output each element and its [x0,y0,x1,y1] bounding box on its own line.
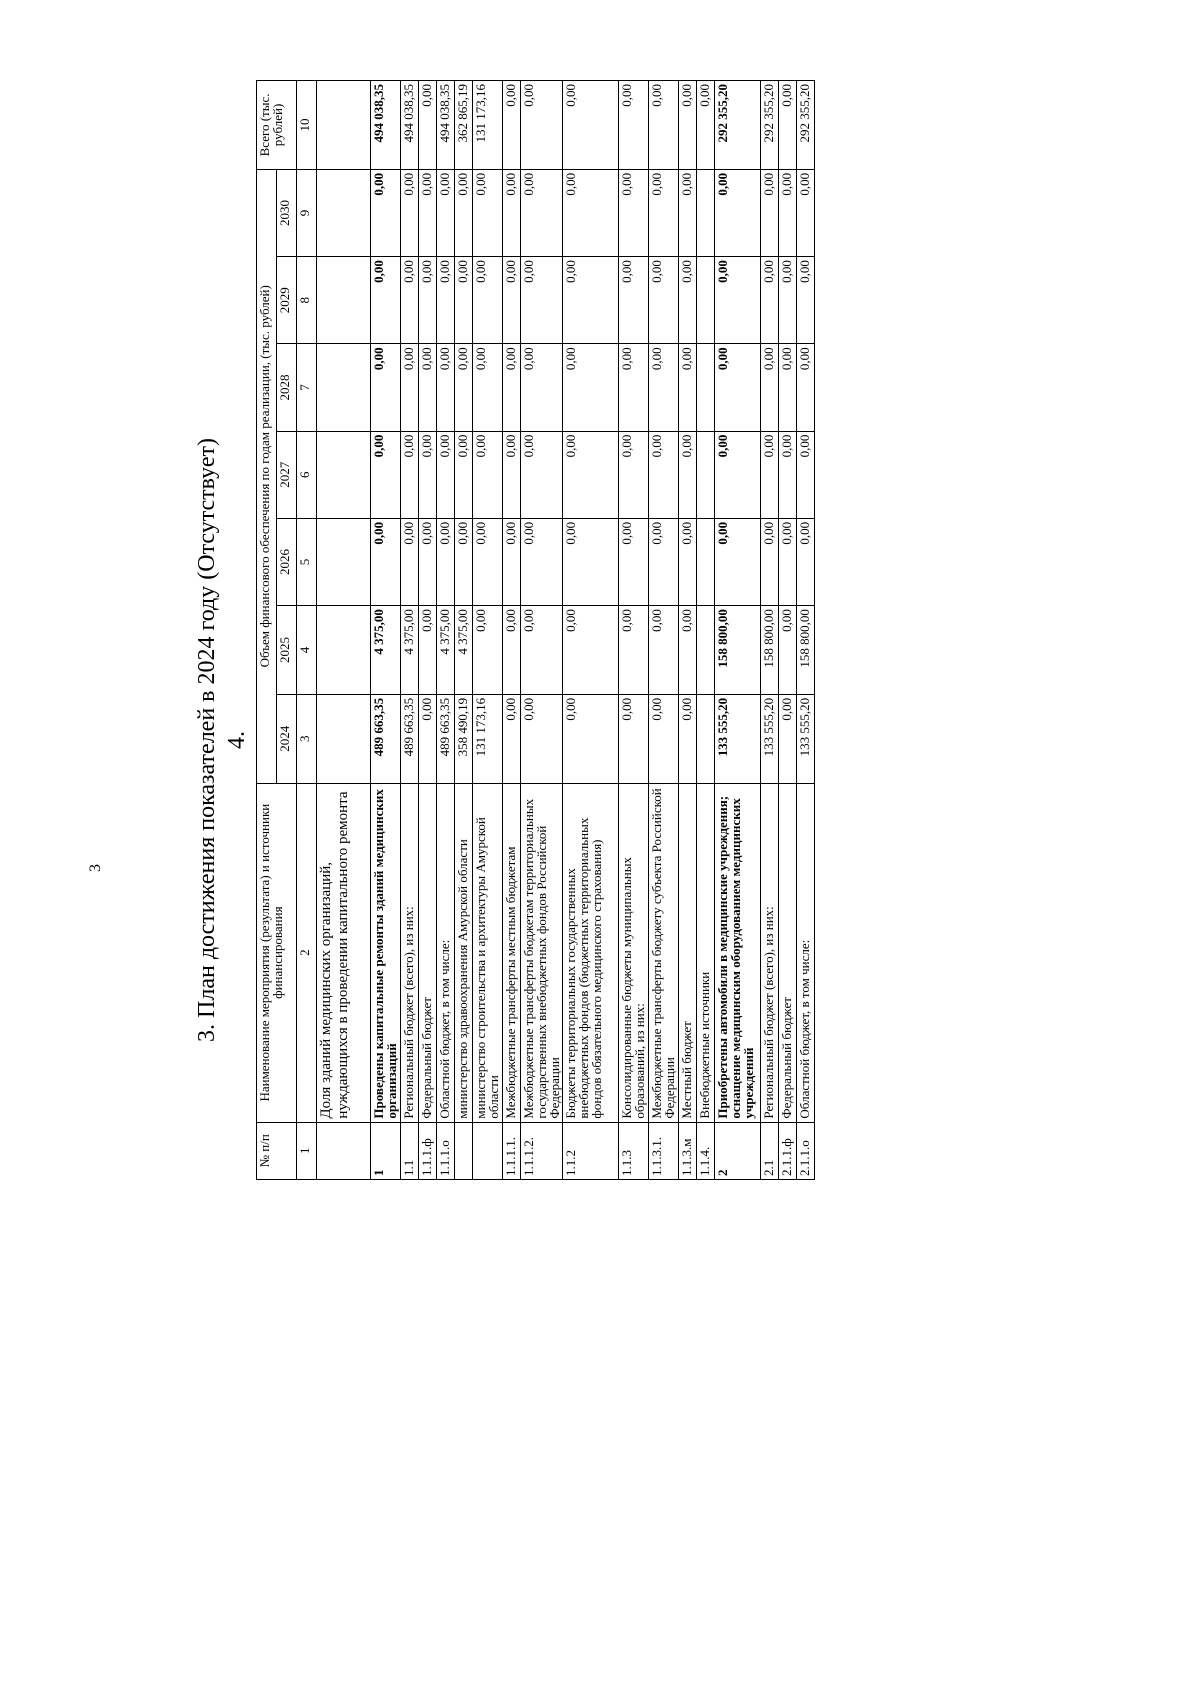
year-value: 0,00 [455,169,473,256]
row-number: 1.1 [401,1122,419,1179]
year-value: 0,00 [679,606,697,695]
column-index: 4 [297,606,317,695]
header-year: 2027 [277,431,297,518]
header-num: № п/п [257,1122,297,1179]
year-value: 0,00 [503,606,521,695]
total-value: 362 865,19 [455,81,473,170]
year-value: 0,00 [761,344,779,431]
table-row [317,81,371,1180]
year-value: 0,00 [779,169,797,256]
total-value: 0,00 [521,81,563,170]
total-value: 0,00 [697,81,715,170]
year-value: 0,00 [521,257,563,344]
year-value: 489 663,35 [371,694,401,783]
table-row [649,81,679,1180]
year-value: 158 800,00 [715,606,761,695]
year-value: 133 555,20 [761,694,779,783]
row-number: 1.1.3 [619,1122,649,1179]
year-value: 0,00 [679,694,697,783]
year-value [697,694,715,783]
total-value: 494 038,35 [371,81,401,170]
year-value: 0,00 [455,431,473,518]
row-name: Межбюджетные трансферты бюджету субъекта Российской Федерации [649,783,679,1122]
year-value: 0,00 [619,169,649,256]
year-value: 4 375,00 [401,606,419,695]
year-value: 0,00 [649,518,679,605]
financing-table [256,80,815,1180]
table-row [503,81,521,1180]
year-value: 0,00 [649,344,679,431]
table-row [619,81,649,1180]
table-row [473,81,503,1180]
header-year: 2026 [277,518,297,605]
year-value: 0,00 [679,257,697,344]
year-value: 0,00 [419,518,437,605]
year-value: 0,00 [619,257,649,344]
table-row [779,81,797,1180]
table-row [697,81,715,1180]
year-value [697,169,715,256]
header-year: 2024 [277,694,297,783]
total-value: 292 355,20 [761,81,779,170]
year-value [317,344,371,431]
header-year: 2028 [277,344,297,431]
row-number: 1.1.2 [563,1122,619,1179]
header-total: Всего (тыс. рублей) [257,81,297,170]
total-value: 0,00 [419,81,437,170]
year-value: 0,00 [419,431,437,518]
year-value [317,606,371,695]
row-name: Внебюджетные источники [697,783,715,1122]
year-value: 0,00 [473,257,503,344]
header-name: Наименование мероприятия (результата) и источники финансирования [257,783,297,1122]
year-value: 0,00 [563,257,619,344]
year-value: 0,00 [679,518,697,605]
table-row [563,81,619,1180]
year-value: 0,00 [419,169,437,256]
row-number: 1.1.1.ф [419,1122,437,1179]
year-value: 0,00 [401,431,419,518]
year-value: 0,00 [619,431,649,518]
year-value: 489 663,35 [437,694,455,783]
year-value: 0,00 [437,257,455,344]
year-value: 0,00 [679,431,697,518]
year-value: 489 663,35 [401,694,419,783]
year-value: 0,00 [521,694,563,783]
row-name: Областной бюджет, в том числе: [797,783,815,1122]
year-value: 0,00 [649,431,679,518]
year-value: 0,00 [619,606,649,695]
row-name: Консолидированные бюджеты муниципальных образований, из них: [619,783,649,1122]
year-value: 4 375,00 [455,606,473,695]
year-value: 0,00 [401,257,419,344]
year-value [697,257,715,344]
total-value: 131 173,16 [473,81,503,170]
column-index: 8 [297,257,317,344]
year-value: 0,00 [419,344,437,431]
total-value: 0,00 [679,81,697,170]
year-value: 0,00 [761,169,779,256]
table-row [371,81,401,1180]
year-value: 158 800,00 [761,606,779,695]
year-value: 133 555,20 [797,694,815,783]
total-value: 494 038,35 [401,81,419,170]
table-row [419,81,437,1180]
year-value [317,169,371,256]
rotated-page-content [116,80,1006,1180]
header-year: 2025 [277,606,297,695]
year-value: 0,00 [503,169,521,256]
row-name: Федеральный бюджет [779,783,797,1122]
column-index: 5 [297,518,317,605]
table-row [521,81,563,1180]
year-value: 0,00 [563,169,619,256]
year-value: 0,00 [715,431,761,518]
year-value: 0,00 [619,344,649,431]
total-value: 292 355,20 [715,81,761,170]
header-funding-group: Объем финансового обеспечения по годам реализации, (тыс. рублей) [257,169,277,783]
row-number: 2.1.1.ф [779,1122,797,1179]
year-value: 0,00 [619,518,649,605]
row-name: министерство здравоохранения Амурской области [455,783,473,1122]
year-value: 0,00 [761,431,779,518]
year-value: 0,00 [419,606,437,695]
column-index: 1 [297,1122,317,1179]
row-number [473,1122,503,1179]
year-value: 0,00 [473,169,503,256]
row-number: 1.1.3.м [679,1122,697,1179]
table-row [679,81,697,1180]
year-value: 0,00 [715,257,761,344]
year-value: 131 173,16 [473,694,503,783]
row-name: Доля зданий медицинских организаций, нуждающихся в проведении капитального ремонта [317,783,371,1122]
year-value: 0,00 [371,169,401,256]
row-number: 1.1.1.2. [521,1122,563,1179]
year-value: 0,00 [437,518,455,605]
year-value: 0,00 [419,694,437,783]
row-number [317,1122,371,1179]
year-value: 0,00 [437,169,455,256]
row-name: Межбюджетные трансферты местным бюджетам [503,783,521,1122]
header-year: 2029 [277,257,297,344]
year-value: 0,00 [521,169,563,256]
total-value: 0,00 [503,81,521,170]
header-year: 2030 [277,169,297,256]
column-index: 3 [297,694,317,783]
row-number: 1.1.3.1. [649,1122,679,1179]
year-value: 0,00 [521,431,563,518]
total-value: 0,00 [563,81,619,170]
section-number: 4. [224,731,250,749]
year-value: 158 800,00 [797,606,815,695]
year-value [317,431,371,518]
page-number: 3 [87,864,104,872]
row-number: 2.1.1.о [797,1122,815,1179]
row-number: 2 [715,1122,761,1179]
year-value: 0,00 [649,169,679,256]
column-index: 9 [297,169,317,256]
year-value: 0,00 [679,169,697,256]
row-number: 1.1.1.о [437,1122,455,1179]
year-value: 0,00 [521,344,563,431]
table-row [455,81,473,1180]
year-value: 0,00 [521,606,563,695]
year-value: 0,00 [473,518,503,605]
year-value: 0,00 [761,257,779,344]
row-name: Приобретены автомобили в медицинские учреждения; оснащение медицинским оборудованием медицинских учреждений [715,783,761,1122]
year-value: 0,00 [473,431,503,518]
row-name: Региональный бюджет (всего), из них: [761,783,779,1122]
year-value: 0,00 [797,344,815,431]
row-number: 1.1.1.1. [503,1122,521,1179]
year-value: 0,00 [779,518,797,605]
column-index: 6 [297,431,317,518]
total-value: 0,00 [779,81,797,170]
column-index: 10 [297,81,317,170]
year-value: 0,00 [563,344,619,431]
total-value: 494 038,35 [437,81,455,170]
year-value: 0,00 [797,169,815,256]
year-value: 0,00 [779,694,797,783]
year-value: 0,00 [679,344,697,431]
year-value: 0,00 [503,344,521,431]
year-value [697,518,715,605]
column-index: 2 [297,783,317,1122]
year-value [697,431,715,518]
year-value: 358 490,19 [455,694,473,783]
year-value: 0,00 [473,344,503,431]
year-value: 0,00 [779,431,797,518]
year-value [317,694,371,783]
year-value: 0,00 [619,694,649,783]
year-value: 0,00 [797,431,815,518]
year-value: 0,00 [503,518,521,605]
table-row [715,81,761,1180]
year-value: 0,00 [503,694,521,783]
year-value: 0,00 [761,518,779,605]
year-value: 0,00 [371,431,401,518]
year-value: 0,00 [401,518,419,605]
year-value: 133 555,20 [715,694,761,783]
table-row [797,81,815,1180]
year-value: 0,00 [779,344,797,431]
table-row [437,81,455,1180]
year-value: 0,00 [563,431,619,518]
total-value: 0,00 [619,81,649,170]
table-row [401,81,419,1180]
year-value: 0,00 [437,431,455,518]
year-value: 0,00 [715,169,761,256]
year-value: 0,00 [649,694,679,783]
section-title: 3. План достижения показателей в 2024 году (Отсутствует) [194,438,220,1042]
year-value: 0,00 [371,518,401,605]
year-value: 0,00 [715,518,761,605]
year-value: 4 375,00 [371,606,401,695]
year-value: 0,00 [473,606,503,695]
row-name: Проведены капитальные ремонты зданий медицинских организаций [371,783,401,1122]
year-value: 0,00 [419,257,437,344]
year-value: 0,00 [401,344,419,431]
row-number [455,1122,473,1179]
total-value [317,81,371,170]
year-value: 0,00 [371,257,401,344]
total-value: 292 355,20 [797,81,815,170]
year-value: 0,00 [455,344,473,431]
row-number: 1.1.4. [697,1122,715,1179]
year-value: 0,00 [503,431,521,518]
year-value: 0,00 [715,344,761,431]
year-value: 0,00 [797,257,815,344]
year-value: 0,00 [649,606,679,695]
year-value: 0,00 [503,257,521,344]
year-value: 0,00 [779,257,797,344]
year-value: 0,00 [797,518,815,605]
year-value: 0,00 [779,606,797,695]
year-value: 0,00 [563,694,619,783]
year-value: 0,00 [521,518,563,605]
year-value: 0,00 [563,606,619,695]
year-value [317,518,371,605]
total-value: 0,00 [649,81,679,170]
year-value: 0,00 [563,518,619,605]
year-value [697,344,715,431]
row-name: Местный бюджет [679,783,697,1122]
row-name: Областной бюджет, в том числе: [437,783,455,1122]
row-name: Федеральный бюджет [419,783,437,1122]
row-name: Бюджеты территориальных государственных внебюджетных фондов (бюджетных территориальных фондов обязательного медицинского страхования) [563,783,619,1122]
year-value: 0,00 [455,257,473,344]
column-index: 7 [297,344,317,431]
row-name: Региональный бюджет (всего), из них: [401,783,419,1122]
year-value: 0,00 [371,344,401,431]
year-value: 4 375,00 [437,606,455,695]
year-value: 0,00 [649,257,679,344]
year-value: 0,00 [455,518,473,605]
row-name: министерство строительства и архитектуры Амурской области [473,783,503,1122]
row-number: 1 [371,1122,401,1179]
table-row [761,81,779,1180]
row-number: 2.1 [761,1122,779,1179]
year-value [317,257,371,344]
year-value: 0,00 [401,169,419,256]
row-name: Межбюджетные трансферты бюджетам территориальных государственных внебюджетных фондов Российской Федерации [521,783,563,1122]
year-value: 0,00 [437,344,455,431]
year-value [697,606,715,695]
